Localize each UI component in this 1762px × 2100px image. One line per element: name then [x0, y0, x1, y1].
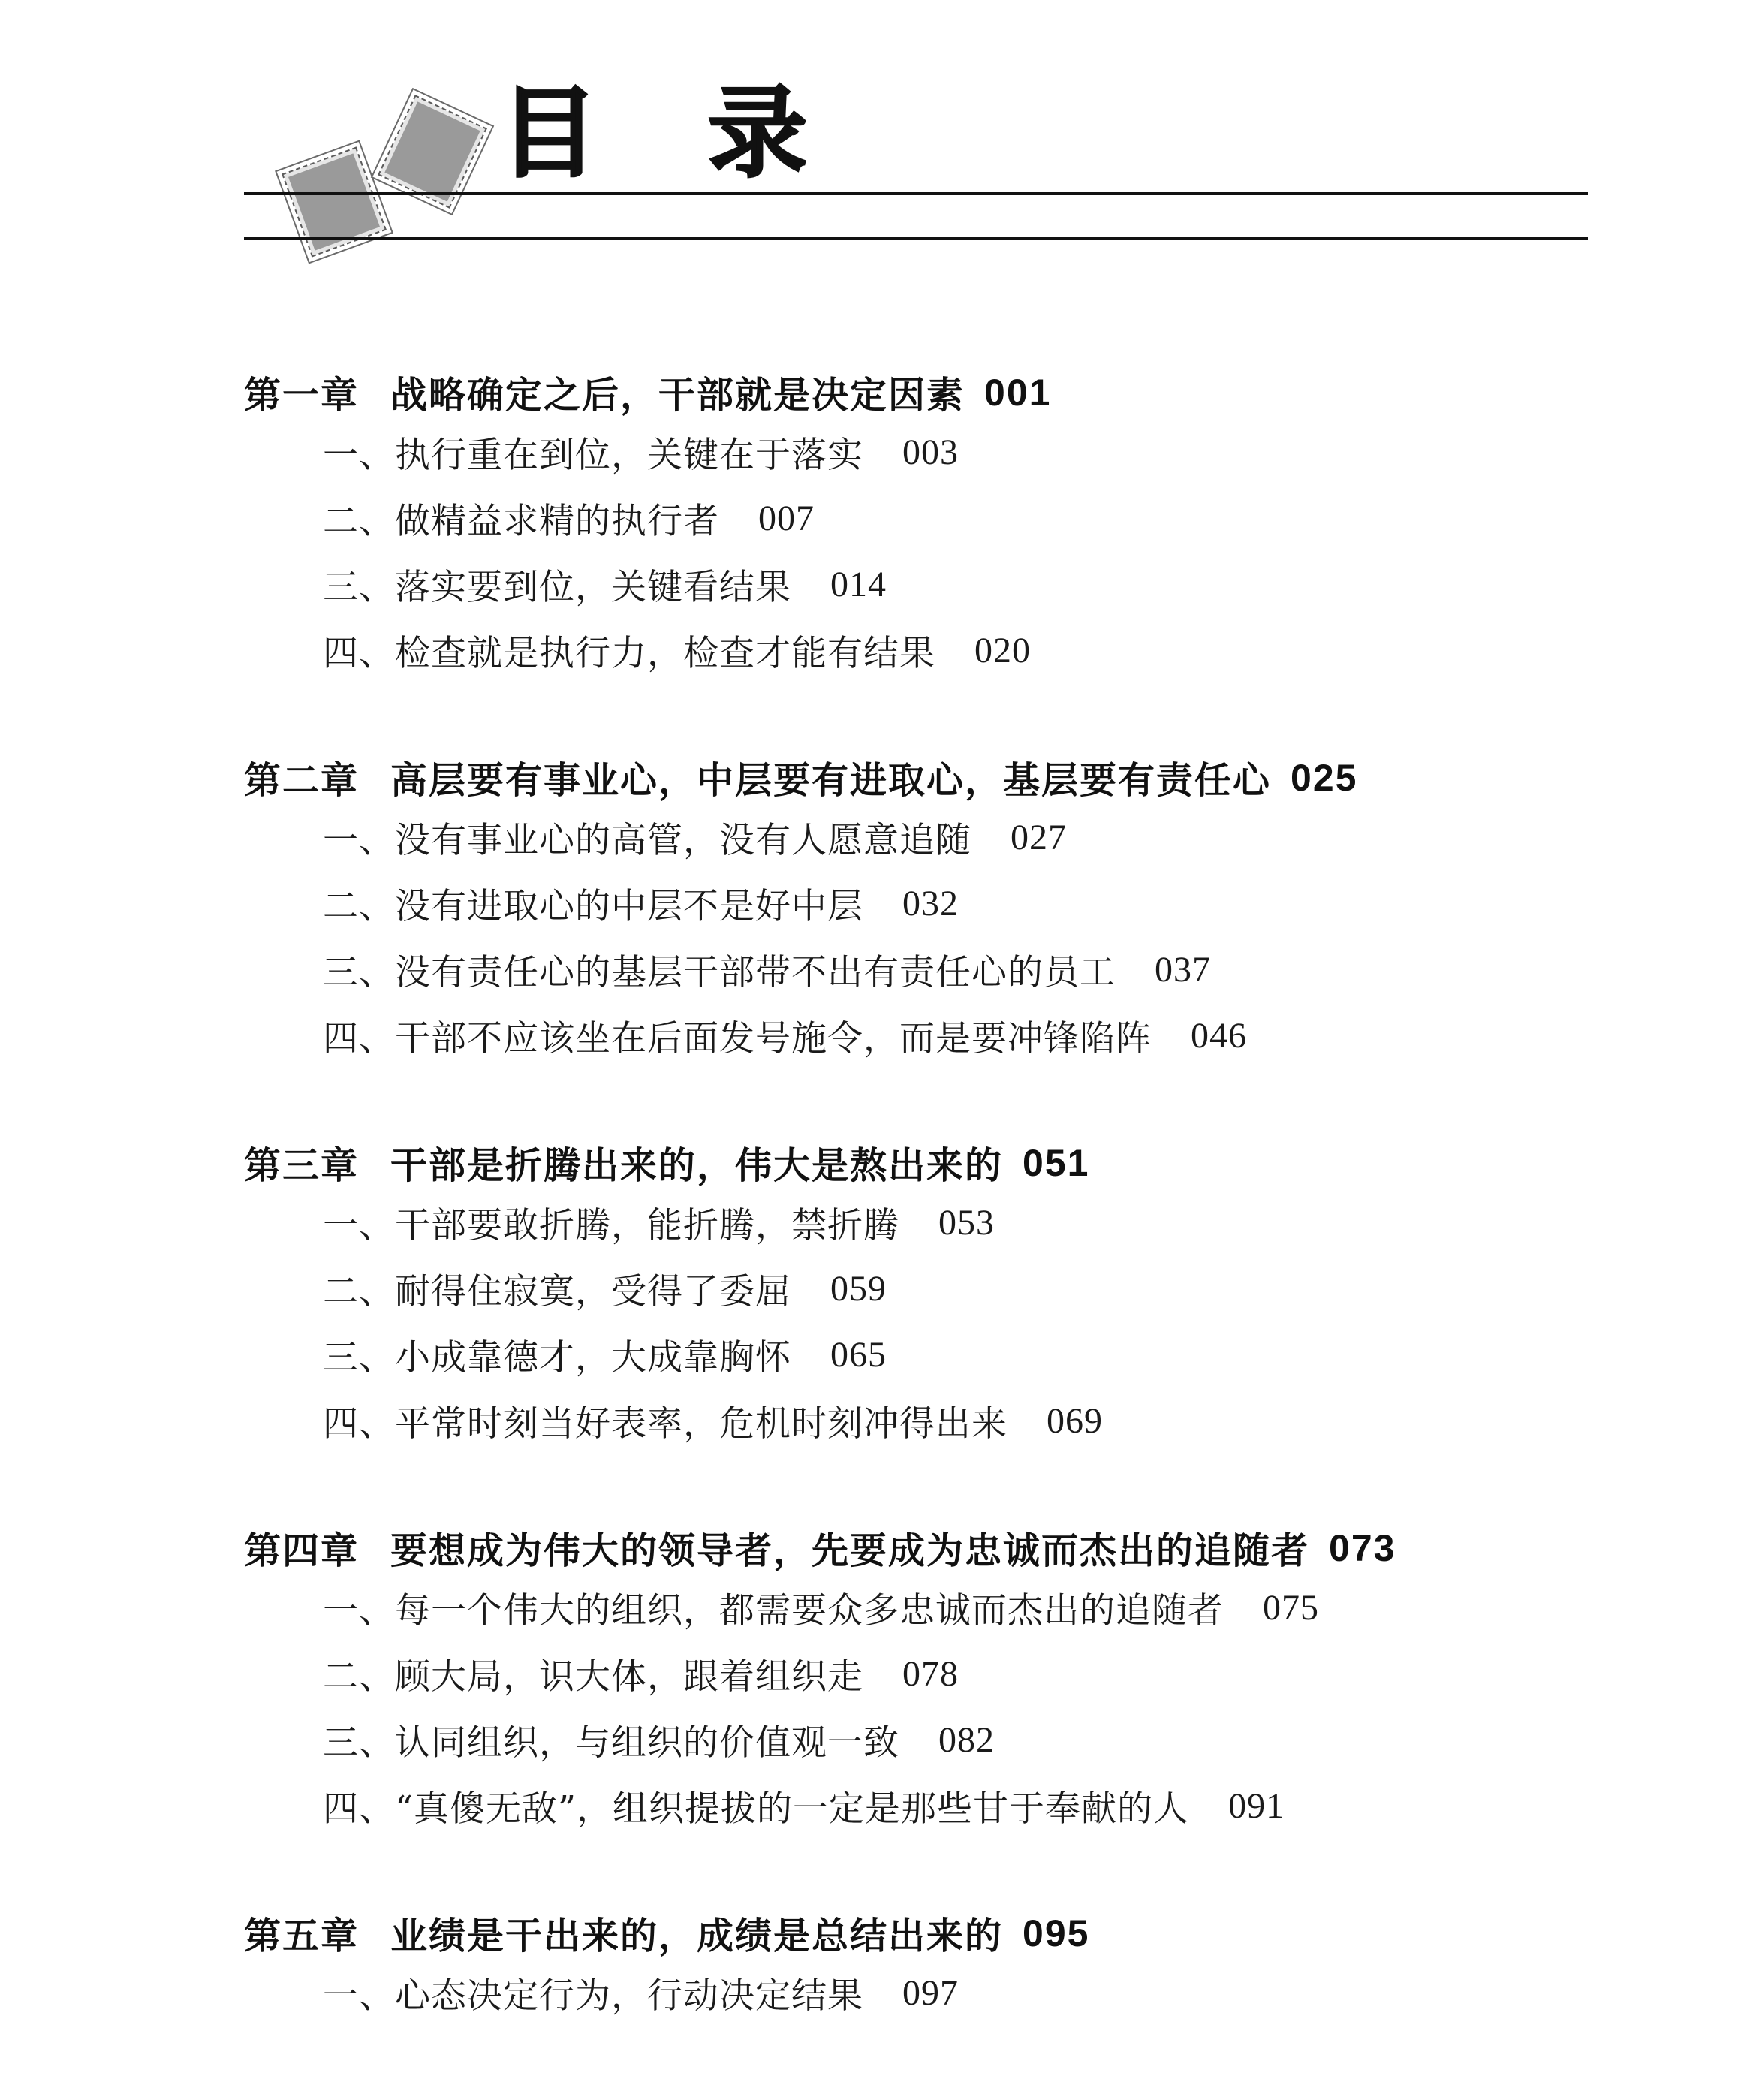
section-title: 一、执行重在到位，关键在于落实	[323, 434, 863, 476]
chapter-heading[interactable]	[244, 1522, 1588, 1574]
section-page-number: 097	[902, 1972, 959, 2013]
section-title: 二、没有进取心的中层不是好中层	[323, 885, 863, 927]
chapter-title: 高层要有事业心，中层要有进取心，基层要有责任心	[390, 759, 1272, 802]
chapter-block	[244, 1522, 1588, 1839]
chapter-title: 业绩是干出来的，成绩是总结出来的	[390, 1915, 1004, 1957]
section-entry[interactable]	[244, 419, 1588, 485]
section-entry[interactable]	[244, 1641, 1588, 1707]
chapter-heading[interactable]	[244, 1907, 1588, 1960]
section-entry[interactable]	[244, 485, 1588, 551]
section-page-number: 037	[1155, 949, 1211, 990]
chapter-heading[interactable]	[244, 1137, 1588, 1189]
section-entry[interactable]	[244, 1387, 1588, 1454]
section-title: 二、顾大局，识大体，跟着组织走	[323, 1656, 863, 1698]
decorative-stamp-icon	[380, 97, 486, 206]
section-page-number: 082	[938, 1719, 995, 1760]
section-entry[interactable]	[244, 870, 1588, 936]
chapter-block	[244, 366, 1588, 683]
chapter-page-number: 095	[1023, 1912, 1090, 1954]
section-page-number: 091	[1228, 1785, 1285, 1826]
chapter-number: 第三章	[244, 1144, 360, 1187]
section-page-number: 003	[902, 432, 959, 472]
section-page-number: 069	[1047, 1400, 1103, 1441]
section-title: 一、干部要敢折腾，能折腾，禁折腾	[323, 1204, 899, 1246]
header-rule-top	[244, 192, 1588, 195]
section-title: 四、检查就是执行力，检查才能有结果	[323, 632, 935, 674]
chapter-number: 第五章	[244, 1915, 360, 1957]
chapter-number: 第二章	[244, 759, 360, 802]
section-page-number: 014	[830, 564, 887, 604]
section-title: 三、没有责任心的基层干部带不出有责任心的员工	[323, 951, 1116, 993]
section-entry[interactable]	[244, 1773, 1588, 1839]
section-page-number: 032	[902, 883, 959, 923]
chapter-title: 干部是折腾出来的，伟大是熬出来的	[390, 1144, 1004, 1187]
section-title: 一、每一个伟大的组织，都需要众多忠诚而杰出的追随者	[323, 1589, 1224, 1631]
section-entry[interactable]	[244, 1189, 1588, 1255]
chapter-block	[244, 1907, 1588, 2026]
chapter-heading[interactable]	[244, 366, 1588, 419]
section-entry[interactable]	[244, 936, 1588, 1002]
section-title: 一、没有事业心的高管，没有人愿意追随	[323, 819, 971, 861]
section-page-number: 078	[902, 1653, 959, 1694]
section-title: 四、平常时刻当好表率，危机时刻冲得出来	[323, 1403, 1008, 1445]
chapter-number: 第一章	[244, 374, 360, 417]
section-entry[interactable]	[244, 1574, 1588, 1641]
section-entry[interactable]	[244, 1321, 1588, 1387]
section-page-number: 027	[1011, 817, 1067, 857]
chapter-title: 要想成为伟大的领导者，先要成为忠诚而杰出的追随者	[390, 1529, 1310, 1572]
chapter-page-number: 073	[1329, 1527, 1396, 1569]
section-entry[interactable]	[244, 551, 1588, 617]
page-title: 目 录	[499, 76, 845, 191]
section-page-number: 053	[938, 1202, 995, 1243]
table-of-contents	[244, 366, 1588, 2026]
chapter-block	[244, 1137, 1588, 1454]
section-page-number: 075	[1263, 1587, 1319, 1628]
section-page-number: 007	[758, 498, 815, 538]
section-entry[interactable]	[244, 1002, 1588, 1068]
section-title: 三、小成靠德才，大成靠胸怀	[323, 1336, 791, 1378]
section-page-number: 046	[1191, 1015, 1247, 1056]
section-title: 一、心态决定行为，行动决定结果	[323, 1975, 863, 2017]
chapter-heading[interactable]	[244, 752, 1588, 804]
chapter-page-number: 025	[1291, 757, 1358, 799]
chapter-title: 战略确定之后，干部就是决定因素	[390, 374, 965, 417]
section-page-number: 059	[830, 1268, 887, 1309]
header-rule-bottom	[244, 237, 1588, 240]
section-title: 二、做精益求精的执行者	[323, 500, 719, 542]
section-page-number: 065	[830, 1334, 887, 1375]
chapter-number: 第四章	[244, 1529, 360, 1572]
section-entry[interactable]	[244, 1707, 1588, 1773]
section-title: 三、落实要到位，关键看结果	[323, 566, 791, 608]
section-entry[interactable]	[244, 1255, 1588, 1321]
section-title: 四、“真傻无敌”，组织提拔的一定是那些甘于奉献的人	[323, 1788, 1190, 1830]
chapter-block	[244, 752, 1588, 1068]
toc-header	[0, 0, 1762, 248]
section-entry[interactable]	[244, 1960, 1588, 2026]
section-title: 三、认同组织，与组织的价值观一致	[323, 1722, 899, 1764]
section-entry[interactable]	[244, 617, 1588, 683]
section-title: 四、干部不应该坐在后面发号施令，而是要冲锋陷阵	[323, 1017, 1152, 1059]
section-page-number: 020	[974, 630, 1031, 670]
section-entry[interactable]	[244, 804, 1588, 870]
chapter-page-number: 001	[984, 372, 1052, 414]
chapter-page-number: 051	[1023, 1142, 1090, 1184]
section-title: 二、耐得住寂寞，受得了委屈	[323, 1270, 791, 1312]
